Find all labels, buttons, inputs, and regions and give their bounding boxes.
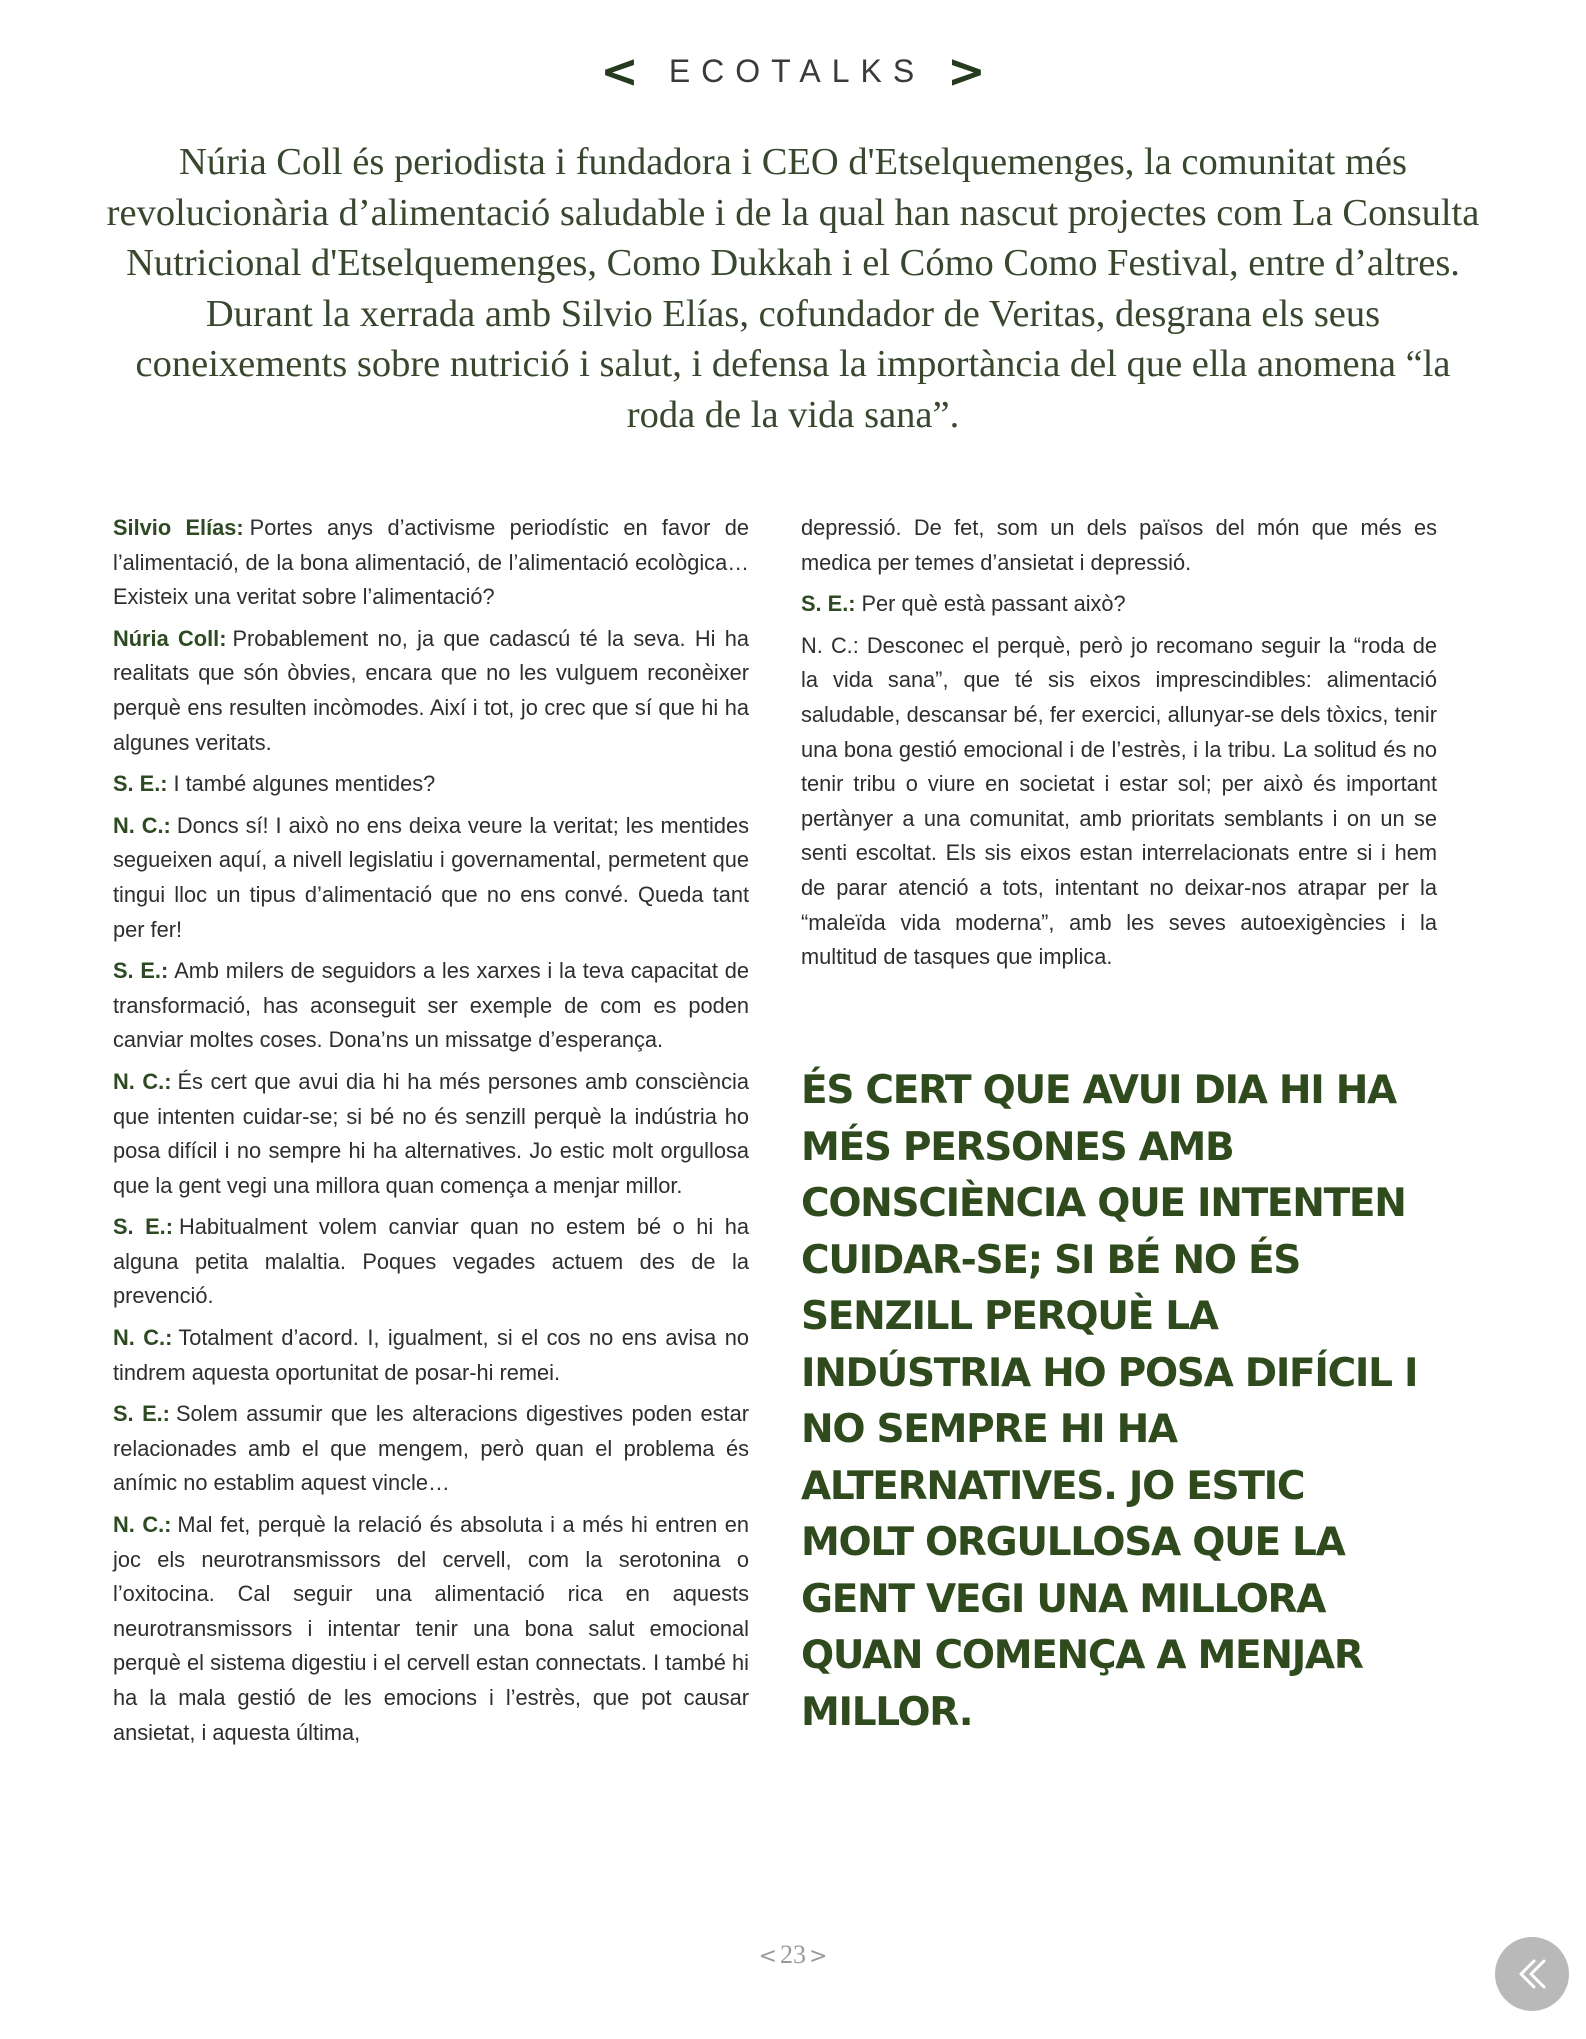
paragraph-text: Mal fet, perquè la relació és absoluta i a més hi entren en joc els neurotransmissors del cervell, com la serotonina o l’oxitocina. Cal seguir una alimentació rica en aquests neurotransmissors i intentar tenir una bona salut emocional perquè el sistema digestiu i el cervell estan connectats. I també hi ha la mala gestió de les emocions i l’estrès, que pot causar ansietat, i aquesta última, xyxy=(113,1512,749,1745)
paragraph-text: I també algunes mentides? xyxy=(173,771,436,797)
right-chevron-icon: > xyxy=(947,44,986,98)
interview-paragraph xyxy=(113,767,749,802)
paragraph-text: Totalment d’acord. I, igualment, si el cos no ens avisa no tindrem aquesta oportunitat de posar-hi remei. xyxy=(113,1325,749,1385)
speaker-label: N. C.: xyxy=(113,1068,172,1094)
speaker-label: S. E.: xyxy=(113,771,168,797)
speaker-label: Núria Coll: xyxy=(113,625,227,651)
double-chevron-left-icon xyxy=(1512,1954,1552,1994)
interview-column-left xyxy=(113,511,749,1757)
interview-paragraph xyxy=(801,511,1437,580)
intro-paragraph: Núria Coll és periodista i fundadora i CEO d'Etselquemenges, la comunitat més revolucionària d’alimentació saludable i de la qual han nascut projectes com La Consulta Nutricional d'Etselquemenges, Como Dukkah i el Cómo Como Festival, entre d’altres. Durant la xerrada amb Silvio Elías, cofundador de Veritas, desgrana els seus coneixements sobre nutrició i salut, i defensa la importància del que ella anomena “la roda de la vida sana”. xyxy=(106,141,1480,436)
speaker-label: S. E.: xyxy=(113,958,169,984)
page-right-chevron-icon: > xyxy=(809,1944,828,1969)
interview-column-right xyxy=(801,511,1437,982)
page-number xyxy=(0,1940,1586,1970)
speaker-label: S. E.: xyxy=(113,1214,173,1240)
interview-paragraph xyxy=(113,809,749,947)
interview-paragraph xyxy=(113,1397,749,1501)
paragraph-text: Doncs sí! I això no ens deixa veure la veritat; les mentides segueixen aquí, a nivell legislatiu i governamental, permetent que tingui lloc un tipus d’alimentació que no ens convé. Queda tant per fer! xyxy=(113,812,749,942)
paragraph-text: depressió. De fet, som un dels països del món que més es medica per temes d’ansietat i depressió. xyxy=(801,515,1437,575)
paragraph-text: És cert que avui dia hi ha més persones amb consciència que intenten cuidar-se; si bé no és senzill perquè la indústria ho posa difícil i no sempre hi ha alternatives. Jo estic molt orgullosa que la gent vegi una millora quan comença a menjar millor. xyxy=(113,1068,749,1198)
paragraph-text: Portes anys d’activisme periodístic en favor de l’alimentació, de la bona alimentació, de l’alimentació ecològica… Existeix una veritat sobre l’alimentació? xyxy=(113,515,749,610)
speaker-label: N. C.: xyxy=(113,1325,173,1351)
speaker-label: N. C.: xyxy=(113,812,171,838)
interview-paragraph xyxy=(801,587,1437,622)
speaker-label: S. E.: xyxy=(113,1401,170,1427)
paragraph-text: Amb milers de seguidors a les xarxes i la teva capacitat de transformació, has aconseguit ser exemple de com es poden canviar moltes coses. Dona’ns un missatge d’esperança. xyxy=(113,958,749,1053)
paragraph-text: Probablement no, ja que cadascú té la seva. Hi ha realitats que són òbvies, encara que no les vulguem reconèixer perquè ens resulten incòmodes. Així i tot, jo crec que sí que hi ha algunes veritats. xyxy=(113,625,749,755)
page-number-value: 23 xyxy=(780,1940,806,1969)
pull-quote: ÉS CERT QUE AVUI DIA HI HA MÉS PERSONES AMB CONSCIÈNCIA QUE INTENTEN CUIDAR-SE; SI BÉ NO ÉS SENZILL PERQUÈ LA INDÚSTRIA HO POSA DIFÍCIL I NO SEMPRE HI HA ALTERNATIVES. JO ESTIC MOLT ORGULLOSA QUE LA GENT VEGI UNA MILLORA QUAN COMENÇA A MENJAR MILLOR. xyxy=(801,1068,1418,1735)
interview-paragraph xyxy=(113,1321,749,1390)
interview-paragraph xyxy=(113,1210,749,1314)
back-navigation-button[interactable] xyxy=(1495,1937,1569,2011)
paragraph-text: N. C.: Desconec el perquè, però jo recomano seguir la “roda de la vida sana”, que té sis eixos imprescindibles: alimentació saludable, descansar bé, fer exercici, allunyar-se dels tòxics, tenir una bona gestió emocional i de l’estrès, i la tribu. La solitud és no tenir tribu o viure en societat i estar sol; per això és important pertànyer a una comunitat, amb prioritats semblants i on un se senti escoltat. Els sis eixos estan interrelacionats entre si i hem de parar atenció a tots, intentant no deixar-nos atrapar per la “maleïda vida moderna”, amb les seves autoexigències i la multitud de tasques que implica. xyxy=(801,632,1437,970)
paragraph-text: Solem assumir que les alteracions digestives poden estar relacionades amb el que mengem, però quan el problema és anímic no establim aquest vincle… xyxy=(113,1401,749,1496)
paragraph-text: Per què està passant això? xyxy=(861,591,1126,617)
interview-paragraph xyxy=(113,511,749,615)
speaker-label: Silvio Elías: xyxy=(113,515,244,540)
left-chevron-icon: < xyxy=(600,44,639,98)
interview-paragraph xyxy=(113,954,749,1058)
page-left-chevron-icon: < xyxy=(758,1944,777,1969)
magazine-section-header xyxy=(0,44,1586,98)
section-title: ECOTALKS xyxy=(668,53,926,89)
speaker-label: N. C.: xyxy=(113,1512,172,1538)
paragraph-text: Habitualment volem canviar quan no estem bé o hi ha alguna petita malaltia. Poques vegades actuem des de la prevenció. xyxy=(113,1214,749,1309)
interview-paragraph xyxy=(113,1508,749,1750)
interview-paragraph xyxy=(113,1065,749,1203)
speaker-label: S. E.: xyxy=(801,591,856,617)
interview-paragraph xyxy=(113,622,749,760)
interview-paragraph xyxy=(801,629,1437,975)
